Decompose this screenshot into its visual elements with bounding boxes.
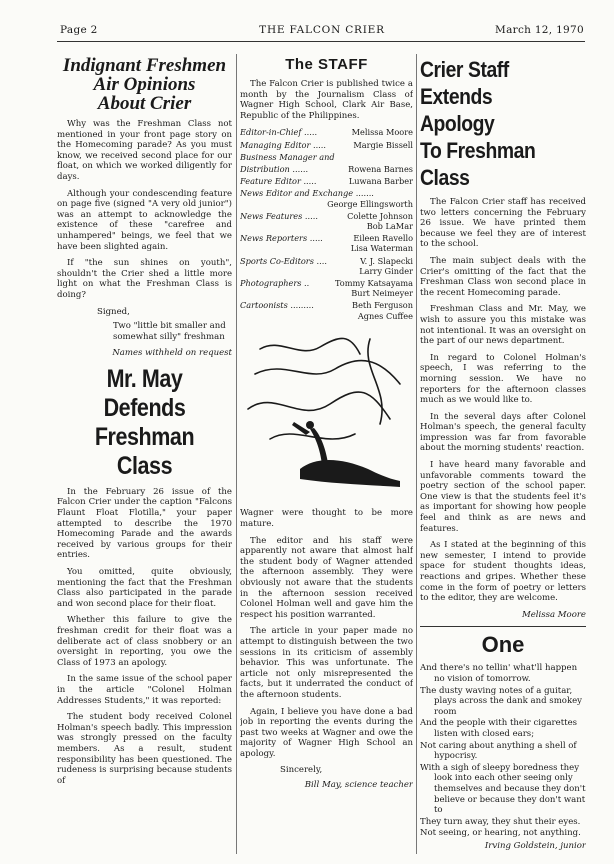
poem-line: The dusty waving notes of a guitar, plays across the dank and smokey room <box>420 685 583 717</box>
staff-role: Sports Co-Editors .... <box>240 255 327 266</box>
poem-divider <box>420 626 586 627</box>
column-1 <box>57 56 232 856</box>
page-number: Page 2 <box>60 24 98 36</box>
apology-paragraph: Freshman Class and Mr. May, we wish to assure you this mistake was not intentional. It was an oversight on the part of our news department. <box>420 304 586 347</box>
staff-entry <box>240 164 413 174</box>
letter1-paragraph: If "the sun shines on youth", shouldn't the Crier shed a little more light on what the Freshman Class is doing? <box>57 258 232 300</box>
staff-name: Bob LaMar <box>366 221 413 231</box>
staff-role: Cartoonists ......... <box>240 300 314 311</box>
letter1-paragraph: Why was the Freshman Class not mentioned in your front page story on the Homecoming parade? As you must know, we received second place for our float, on which we worked diligently for days. <box>57 119 232 182</box>
staff-name: Larry Ginder <box>359 265 413 276</box>
staff-role: News Features ..... <box>240 210 318 221</box>
letter2-paragraph: The student body received Colonel Holman's speech badly. This impression was strongly pressed on the faculty members. As a result, student responsibility has been questioned. The rudeness is surprising because students of <box>57 712 232 786</box>
apology-paragraph: The Falcon Crier staff has received two letters concerning the February 26 issue. We have printed them because we feel they are of interest to the school. <box>420 197 586 250</box>
letter2-paragraph: In the February 26 issue of the Falcon Crier under the caption "Falcons Flaunt Float Flotilla," your paper attempted to describe the 1970 Homecoming Parade and the awards received by various groups for their entries. <box>57 486 232 561</box>
letter2-headline-line: Mr. May Defends <box>103 364 186 422</box>
letter2-paragraph: You omitted, quite obviously, mentioning the fact that the Freshman Class also participated in the parade and won second place for their float. <box>57 567 232 609</box>
staff-entry <box>240 278 413 298</box>
staff-entry <box>240 211 413 231</box>
column-2 <box>240 56 413 856</box>
letter2-headline <box>69 365 220 481</box>
apology-headline <box>420 56 563 191</box>
column-divider-1 <box>236 54 237 854</box>
letter1-headline-line: About Crier <box>97 93 192 114</box>
illustration-wave-line <box>248 392 390 419</box>
poem-line: With a sigh of sleepy boredness they look into each other seeing only themselves and because they don't believe or because they don't want to <box>420 762 586 816</box>
letter2-paragraph: The editor and his staff were apparently not aware that almost half the student body of Wagner attended the afternoon assembly. They were obviously not aware that the students in the afternoon session received Colonel Holman well and gave him the respect his position warranted. <box>240 535 413 620</box>
letter1-headline <box>57 56 232 113</box>
staff-entry <box>240 256 413 276</box>
staff-name: Eileen Ravello <box>353 233 413 244</box>
letter2-paragraph: The article in your paper made no attempt to distinguish between the two sessions in its criticism of assembly behavior. This was unfortunate. The article not only misrepresented the facts, but it underrated the conduct of the afternoon students. <box>240 626 413 700</box>
letter2-paragraph: Wagner were thought to be more mature. <box>240 508 413 530</box>
staff-name: Tommy Katsayama <box>334 278 413 289</box>
letter1-paragraph: Although your condescending feature on page five (signed "A very old junior") was an attempt to acknowledge the existence of these "carefree and unhampered" beings, we feel that we have been slighted again. <box>57 188 232 252</box>
staff-name: Agnes Cuffee <box>357 310 413 321</box>
letter2-headline-line: Freshman Class <box>94 422 195 480</box>
letter2-closing: Sincerely, <box>280 765 323 776</box>
letter1-headline-line: Indignant Freshmen <box>62 56 227 76</box>
illustration-wave-line <box>270 434 355 439</box>
staff-entry <box>240 127 413 137</box>
staff-role: Editor-in-Chief ..... <box>240 127 318 138</box>
illustration-wave-line <box>368 339 382 424</box>
poem-line: And there's no tellin' what'll happen no vision of tomorrow. <box>420 663 578 684</box>
illustration-figure <box>300 460 400 487</box>
staff-entry <box>240 176 413 186</box>
staff-list <box>240 127 413 320</box>
apology-paragraph: In regard to Colonel Holman's speech, I was referring to the morning session. We have no reporters for the afternoon classes much as we would like to. <box>420 352 586 406</box>
staff-name: Rowena Barnes <box>348 163 413 174</box>
illustration-wave-line <box>255 360 400 383</box>
staff-entry <box>240 140 413 150</box>
illustration-figure-head <box>306 421 314 429</box>
apology-paragraph: The main subject deals with the Crier's omitting of the fact that the Freshman Class won second place in the recent Homecoming parade. <box>420 255 586 298</box>
letter1-signers: Two "little bit smaller and somewhat silly" freshman <box>113 321 226 342</box>
letter1-headline-line: Air Opinions <box>93 74 196 95</box>
staff-name: George Ellingsworth <box>327 198 413 209</box>
illustration-figure <box>310 428 328 465</box>
poem-line: Not seeing, or hearing, not anything. <box>420 828 581 839</box>
apology-paragraph: I have heard many favorable and unfavorable comments toward the poetry section of the school paper. One view is that the students feel it's as important for showing how people feel and think as are news and features. <box>420 460 586 534</box>
staff-role: Managing Editor ..... <box>240 139 326 150</box>
apology-headline-line: Crier Staff <box>420 57 509 82</box>
poem-line: Not caring about anything a shell of hypocrisy. <box>420 740 577 762</box>
staff-entry <box>240 152 413 162</box>
staff-role: Business Manager and <box>240 151 335 162</box>
staff-intro: The Falcon Crier is published twice a month by the Journalism Class of Wagner High School, Clark Air Base, Republic of the Philippines. <box>240 79 413 121</box>
staff-name: Burt Neimeyer <box>351 288 413 299</box>
staff-entry <box>240 300 413 320</box>
paper-name: THE FALCON CRIER <box>259 24 385 36</box>
letter2-signature: Bill May, science teacher <box>304 780 413 791</box>
header-rule <box>57 41 585 42</box>
poem-body <box>420 663 586 839</box>
letter2-paragraph: In the same issue of the school paper in the article "Colonel Holman Addresses Students," it was reported: <box>57 674 232 706</box>
staff-name: V. J. Slapecki <box>360 255 413 266</box>
letter1-signed: Signed, <box>97 306 130 317</box>
staff-name: Margie Bissell <box>353 139 413 150</box>
apology-signature: Melissa Moore <box>521 609 586 620</box>
letter1-note: Names withheld on request <box>112 348 232 359</box>
staff-entry <box>240 188 413 208</box>
page-header <box>60 24 584 38</box>
staff-role: News Editor and Exchange ....... <box>240 188 374 199</box>
staff-role: Feature Editor ..... <box>240 176 317 187</box>
poem-title: One <box>481 632 525 658</box>
issue-date: March 12, 1970 <box>495 24 584 36</box>
apology-paragraph: In the several days after Colonel Holman's speech, the general faculty impression was far from favorable about the morning students' reaction. <box>420 411 586 454</box>
letter2-paragraph: Again, I believe you have done a bad job in reporting the events during the past two weeks at Wagner and owe the majority of Wagner High School an apology. <box>240 706 413 759</box>
poem-author: Irving Goldstein, junior <box>484 840 586 851</box>
poem-line: And the people with their cigarettes listen with closed ears; <box>420 718 578 739</box>
staff-name: Lisa Waterman <box>350 243 413 254</box>
column-3 <box>420 56 586 856</box>
staff-role: Distribution ...... <box>240 163 309 174</box>
staff-headline: The STAFF <box>285 56 368 73</box>
staff-name: Beth Ferguson <box>352 300 413 311</box>
apology-headline-line: To Freshman Class <box>420 138 536 190</box>
staff-role: Photographers .. <box>240 278 310 289</box>
staff-role: News Reporters ..... <box>240 233 323 244</box>
letter2-paragraph: Whether this failure to give the freshman credit for their float was a deliberate act of class snobbery or an oversight in reporting, you owe the Class of 1973 an apology. <box>57 615 232 668</box>
staff-name: Melissa Moore <box>351 127 413 138</box>
staff-entry <box>240 233 413 253</box>
staff-name: Colette Johnson <box>347 210 413 221</box>
apology-headline-line: Extends Apology <box>420 84 495 136</box>
poem-line: They turn away, they shut their eyes. <box>420 816 581 827</box>
illustration-wave-line <box>260 338 360 354</box>
column-divider-2 <box>416 54 417 854</box>
apology-paragraph: As I stated at the beginning of this new semester, I intend to provide space for student thoughts ideas, reactions and gripes. Whether these come in the form of poetry or letters to the editor, they are welcome. <box>420 540 586 604</box>
wave-figure-illustration <box>240 329 413 499</box>
staff-name: Luwana Barber <box>348 176 413 187</box>
